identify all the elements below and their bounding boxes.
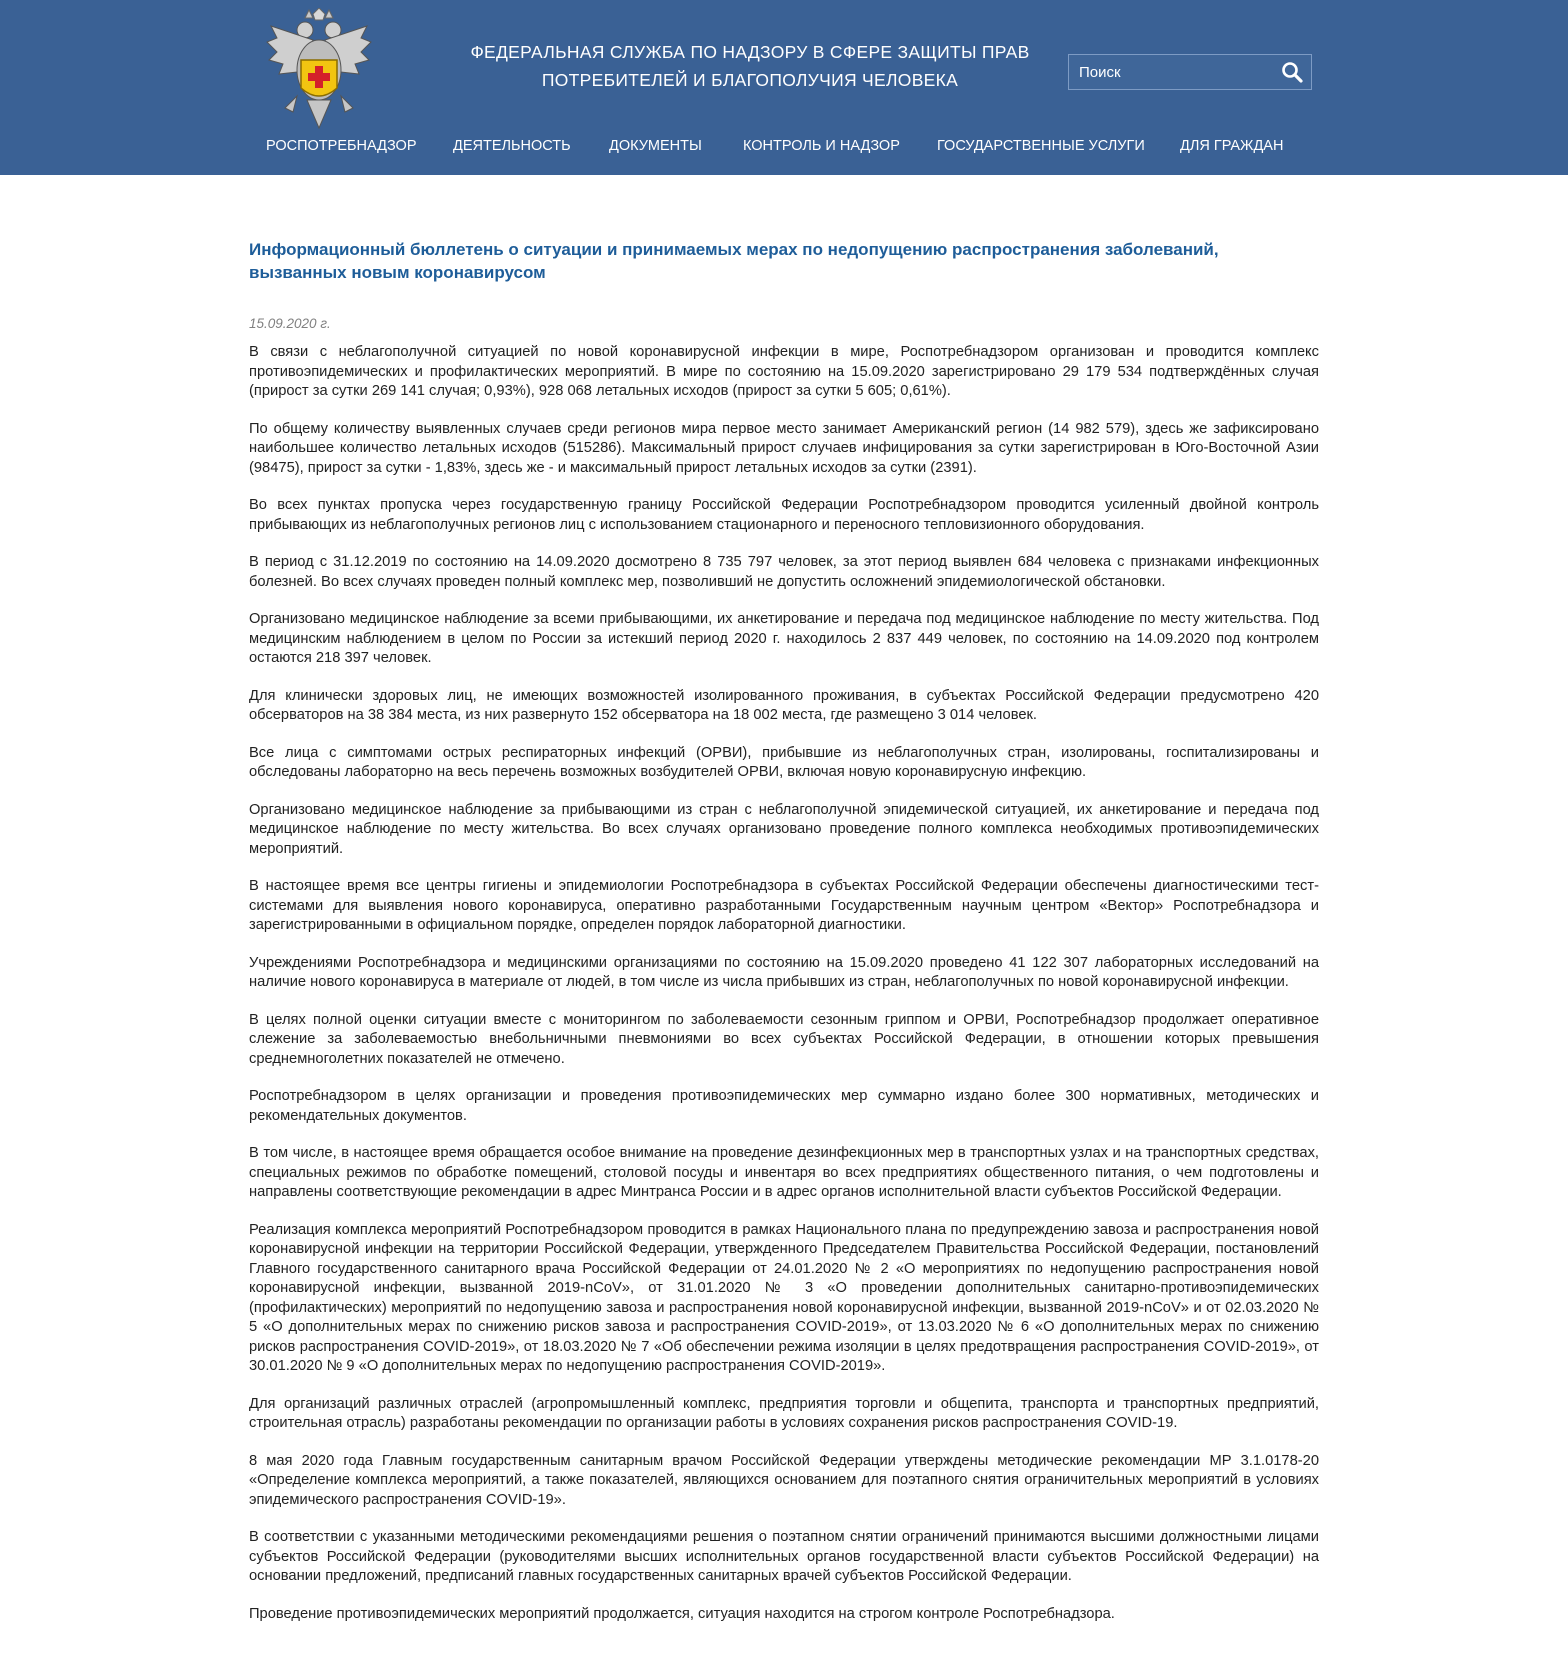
article-paragraph: Для клинически здоровых лиц, не имеющих возможностей изолированного проживания, в субъектах Российской Федерации предусмотрено 420 обсерваторов на 38 384 места, из них развернуто 152 обсерватора на 18 002 места, где размещено 3 014 человек. (249, 687, 1319, 723)
site-header (0, 0, 1568, 175)
article-paragraph: Проведение противоэпидемических мероприятий продолжается, ситуация находится на строгом контроле Роспотребнадзора. (249, 1605, 1115, 1622)
article-paragraph: Организовано медицинское наблюдение за всеми прибывающими, их анкетирование и передача под медицинское наблюдение по месту жительства. Под медицинским наблюдением в целом по России за истекший период 2020 г. находилось 2 837 449 человек, по состоянию на 14.09.2020 под контролем остаются 218 397 человек. (249, 611, 1319, 666)
emblem-logo-icon[interactable] (263, 8, 375, 130)
nav-item-documents[interactable]: ДОКУМЕНТЫ (609, 138, 702, 154)
article-content (249, 238, 1319, 1642)
org-title-line1: ФЕДЕРАЛЬНАЯ СЛУЖБА ПО НАДЗОРУ В СФЕРЕ ЗАЩИТЫ ПРАВ (470, 42, 1030, 62)
org-title (440, 38, 1060, 94)
org-title-line2: ПОТРЕБИТЕЛЕЙ И БЛАГОПОЛУЧИЯ ЧЕЛОВЕКА (541, 70, 959, 90)
article-paragraph: По общему количеству выявленных случаев среди регионов мира первое место занимает Американский регион (14 982 579), здесь же зафиксировано наибольшее количество летальных исходов (515286). Максимальный прирост случаев инфицирования за сутки зарегистрирован в Юго-Восточной Азии (98475), прирост за сутки - 1,83%, здесь же - и максимальный прирост летальных исходов за сутки (2391). (249, 420, 1319, 476)
article-paragraph: В настоящее время все центры гигиены и эпидемиологии Роспотребнадзора в субъектах Российской Федерации обеспечены диагностическими тест-системами для выявления нового коронавируса, оперативно разработанными Государственным научным центром «Вектор» Роспотребнадзора и зарегистрированными в официальном порядке, определен порядок лабораторной диагностики. (249, 878, 1319, 933)
article-paragraph: В связи с неблагополучной ситуацией по новой коронавирусной инфекции в мире, Роспотребнадзором организован и проводится комплекс противоэпидемических и профилактических мероприятий. В мире по состоянию на 15.09.2020 зарегистрировано 29 179 534 подтверждённых случая (прирост за сутки 269 141 случая; 0,93%), 928 068 летальных исходов (прирост за сутки 5 605; 0,61%). (249, 344, 1319, 399)
article-paragraph: В период с 31.12.2019 по состоянию на 14.09.2020 досмотрено 8 735 797 человек, за этот период выявлен 684 человека с признаками инфекционных болезней. Во всех случаях проведен полный комплекс мер, позволивший не допустить осложнений эпидемиологической обстановки. (249, 554, 1319, 590)
article-paragraph: Во всех пунктах пропуска через государственную границу Российской Федерации Роспотребнадзором проводится усиленный двойной контроль прибывающих из неблагополучных регионов лиц с использованием стационарного и переносного тепловизионного оборудования. (249, 497, 1319, 533)
nav-item-citizens[interactable]: ДЛЯ ГРАЖДАН (1180, 138, 1284, 154)
page-title: Информационный бюллетень о ситуации и принимаемых мерах по недопущению распространения заболеваний, вызванных новым коронавирусом (249, 240, 1219, 282)
article-paragraph: Реализация комплекса мероприятий Роспотребнадзором проводится в рамках Национального плана по предупреждению завоза и распространения новой коронавирусной инфекции на территории Российской Федерации, утвержденного Председателем Правительства Российской Федерации, постановлений Главного государственного санитарного врача Российской Федерации от 24.01.2020 № 2 «О мероприятиях по недопущению распространения новой коронавирусной инфекции, вызванной 2019-nCoV», от 31.01.2020 № 3 «О проведении дополнительных санитарно-противоэпидемических (профилактических) мероприятий по недопущению завоза и распространения новой коронавирусной инфекции, вызванной 2019-nCoV» и от 02.03.2020 № 5 «О дополнительных мерах по снижению рисков завоза и распространения COVID-2019», от 13.03.2020 № 6 «О дополнительных мерах по снижению рисков распространения COVID-2019», от 18.03.2020 № 7 «Об обеспечении режима изоляции в целях предотвращения распространения COVID-2019», от 30.01.2020 № 9 «О дополнительных мерах по недопущению распространения COVID-2019». (249, 1221, 1319, 1374)
article-paragraph: Учреждениями Роспотребнадзора и медицинскими организациями по состоянию на 15.09.2020 проведено 41 122 307 лабораторных исследований на наличие нового коронавируса в материале от людей, в том числе из числа прибывших из стран, неблагополучных по новой коронавирусной инфекции. (249, 954, 1319, 990)
nav-item-activity[interactable]: ДЕЯТЕЛЬНОСТЬ (453, 138, 571, 154)
search-box (1068, 54, 1312, 90)
search-icon[interactable] (1281, 61, 1303, 83)
article-paragraph: В соответствии с указанными методическими рекомендациями решения о поэтапном снятии ограничений принимаются высшими должностными лицами субъектов Российской Федерации (руководителями высших исполнительных органов государственной власти субъектов Российской Федерации) на основании предложений, предписаний главных государственных санитарных врачей субъектов Российской Федерации. (249, 1529, 1319, 1584)
article-paragraph: В том числе, в настоящее время обращается особое внимание на проведение дезинфекционных мер в транспортных узлах и на транспортных средствах, специальных режимов по обработке помещений, столовой посуды и инвентаря во всех предприятиях общественного питания, о чем подготовлены и направлены соответствующие рекомендации в адрес Минтранса России и в адрес органов исполнительной власти субъектов Российской Федерации. (249, 1145, 1319, 1200)
nav-item-control[interactable]: КОНТРОЛЬ И НАДЗОР (743, 138, 900, 154)
article-paragraph: В целях полной оценки ситуации вместе с мониторингом по заболеваемости сезонным гриппом и ОРВИ, Роспотребнадзор продолжает оперативное слежение за заболеваемостью внебольничными пневмониями во всех субъектах Российской Федерации, в отношении которых превышения среднемноголетних показателей не отмечено. (249, 1011, 1319, 1067)
article-date: 15.09.2020 г. (249, 316, 331, 331)
article-paragraph: 8 мая 2020 года Главным государственным санитарным врачом Российской Федерации утверждены методические рекомендации МР 3.1.0178-20 «Определение комплекса мероприятий, а также показателей, являющихся основанием для поэтапного снятия ограничительных мероприятий в условиях эпидемического распространения COVID-19». (249, 1452, 1319, 1508)
nav-item-rospotrebnadzor[interactable]: РОСПОТРЕБНАДЗОР (266, 138, 417, 154)
article-paragraph: Для организаций различных отраслей (агропромышленный комплекс, предприятия торговли и общепита, транспорта и транспортных предприятий, строительная отрасль) разработаны рекомендации по организации работы в условиях сохранения рисков распространения COVID-19. (249, 1395, 1319, 1431)
search-input[interactable] (1069, 55, 1269, 89)
article-paragraph: Организовано медицинское наблюдение за прибывающими из стран с неблагополучной эпидемической ситуацией, их анкетирование и передача под медицинское наблюдение по месту жительства. Во всех случаях организовано проведение полного комплекса необходимых противоэпидемических мероприятий. (249, 801, 1319, 857)
article-paragraph: Роспотребнадзором в целях организации и проведения противоэпидемических мер суммарно издано более 300 нормативных, методических и рекомендательных документов. (249, 1088, 1319, 1124)
main-nav (0, 138, 1568, 168)
nav-item-services[interactable]: ГОСУДАРСТВЕННЫЕ УСЛУГИ (937, 138, 1145, 154)
article-paragraph: Все лица с симптомами острых респираторных инфекций (ОРВИ), прибывшие из неблагополучных стран, изолированы, госпитализированы и обследованы лабораторно на весь перечень возможных возбудителей ОРВИ, включая новую коронавирусную инфекцию. (249, 744, 1319, 780)
